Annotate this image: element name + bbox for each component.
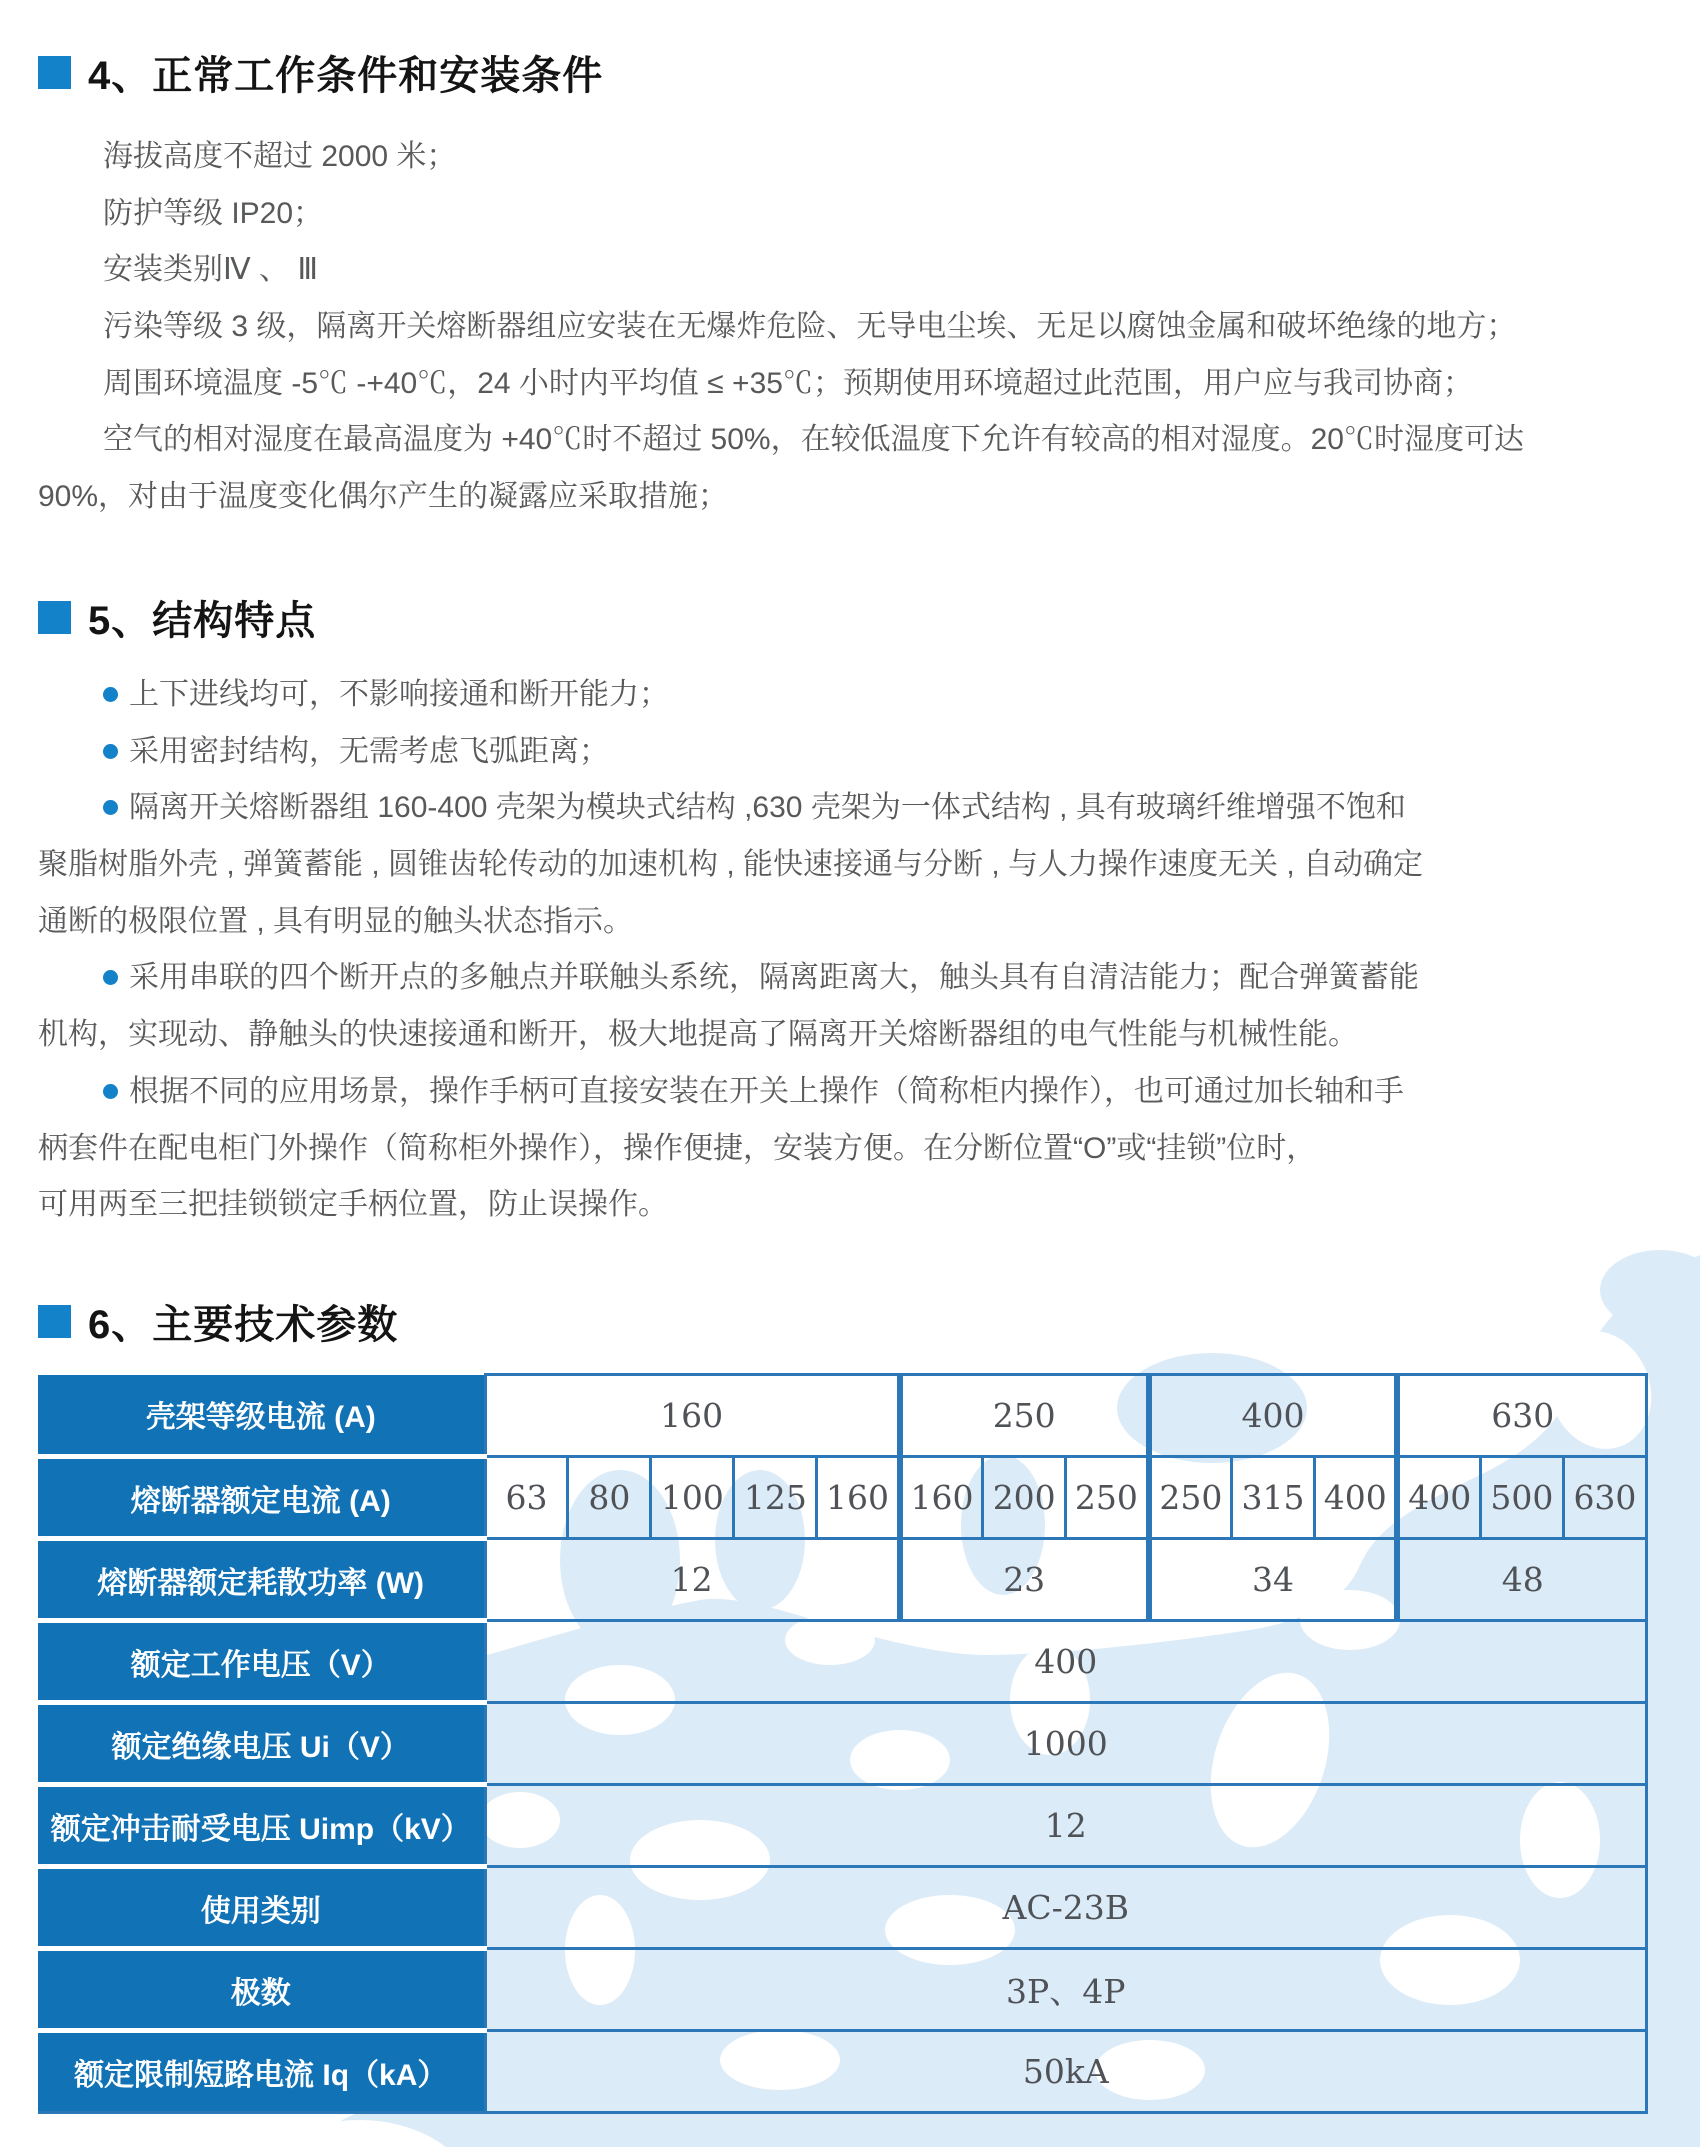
feature-text-line: 聚脂树脂外壳 , 弹簧蓄能 , 圆锥齿轮传动的加速机构 , 能快速接通与分断 , 与人力操作速度无关 , 自动确定 (38, 848, 1424, 882)
bullet-icon (103, 800, 118, 815)
param-value-cell: 400 (485, 1621, 1647, 1703)
section-marker-icon (38, 1305, 71, 1338)
param-value-cell: 630 (1397, 1375, 1646, 1457)
param-value-cell: 250 (900, 1375, 1149, 1457)
table-row (38, 1785, 1647, 1867)
param-value-cell: 12 (485, 1539, 900, 1621)
bullet-icon (103, 1084, 118, 1099)
text-line: 防护等级 IP20； (103, 196, 324, 230)
section4-title: 4、正常工作条件和安装条件 (88, 53, 604, 98)
feature-text: 采用串联的四个断开点的多触点并联触头系统，隔离距离大，触头具有自清洁能力；配合弹簧蓄能 (129, 961, 1419, 995)
table-row (38, 1621, 1647, 1703)
feature-text: 采用密封结构，无需考虑飞弧距离； (129, 734, 609, 768)
feature-text: 隔离开关熔断器组 160-400 壳架为模块式结构 ,630 壳架为一体式结构 , 具有玻璃纤维增强不饱和 (129, 791, 1406, 825)
param-value-cell: 400 (1315, 1457, 1398, 1539)
section5-heading (38, 593, 316, 641)
feature-text: 根据不同的应用场景，操作手柄可直接安装在开关上操作（简称柜内操作），也可通过加长轴和手 (129, 1074, 1404, 1108)
param-value-cell: 80 (568, 1457, 651, 1539)
feature-text-line: 通断的极限位置 , 具有明显的触头状态指示。 (38, 904, 634, 938)
section-marker-icon (38, 56, 71, 89)
feature-item (38, 667, 1678, 724)
param-value-cell: 12 (485, 1785, 1647, 1867)
param-row-label: 额定工作电压（V） (38, 1621, 485, 1703)
table-row (38, 1375, 1647, 1457)
section4-heading (38, 48, 603, 96)
param-value-cell: 50kA (485, 2031, 1647, 2113)
param-value-cell: 160 (817, 1457, 900, 1539)
section6-title: 6、主要技术参数 (88, 1302, 399, 1347)
text-line: 90%，对由于温度变化偶尔产生的凝露应采取措施； (38, 480, 729, 514)
text-line: 海拔高度不超过 2000 米； (103, 140, 457, 173)
param-value-cell: 160 (900, 1457, 983, 1539)
param-value-cell: 3P、4P (485, 1949, 1647, 2031)
bullet-icon (103, 744, 118, 759)
feature-text: 上下进线均可，不影响接通和断开能力； (129, 678, 669, 711)
table-row (38, 1949, 1647, 2031)
table-row (38, 1703, 1647, 1785)
param-value-cell: 48 (1397, 1539, 1646, 1621)
param-value-cell: 400 (1397, 1457, 1480, 1539)
param-row-label: 额定绝缘电压 Ui（V） (38, 1703, 485, 1785)
feature-text-line: 可用两至三把挂锁锁定手柄位置，防止误操作。 (38, 1188, 668, 1222)
param-value-cell: 100 (651, 1457, 734, 1539)
param-value-cell: 200 (983, 1457, 1066, 1539)
param-value-cell: 23 (900, 1539, 1149, 1621)
table-row (38, 1867, 1647, 1949)
param-row-label: 熔断器额定耗散功率 (W) (38, 1539, 485, 1621)
section4-body (38, 129, 1678, 526)
technical-parameters-table (38, 1373, 1648, 2114)
section6-heading (38, 1297, 398, 1345)
param-value-cell: 1000 (485, 1703, 1647, 1785)
param-value-cell: 500 (1480, 1457, 1563, 1539)
table-row (38, 1457, 1647, 1539)
section-marker-icon (38, 601, 71, 634)
feature-item (38, 780, 1678, 837)
param-value-cell: 315 (1232, 1457, 1315, 1539)
param-value-cell: 34 (1149, 1539, 1398, 1621)
param-row-label: 壳架等级电流 (A) (38, 1375, 485, 1457)
table-row (38, 1539, 1647, 1621)
text-line: 周围环境温度 -5℃ -+40℃，24 小时内平均值 ≤ +35℃；预期使用环境超过此范围，用户应与我司协商； (103, 366, 1473, 400)
param-value-cell: 63 (485, 1457, 568, 1539)
param-value-cell: 160 (485, 1375, 900, 1457)
param-row-label: 熔断器额定电流 (A) (38, 1457, 485, 1539)
param-value-cell: AC-23B (485, 1867, 1647, 1949)
param-row-label: 额定冲击耐受电压 Uimp（kV） (38, 1785, 485, 1867)
table-row (38, 2031, 1647, 2113)
param-value-cell: 250 (1066, 1457, 1149, 1539)
bullet-icon (103, 970, 118, 985)
feature-item (38, 1064, 1678, 1121)
param-value-cell: 125 (734, 1457, 817, 1539)
param-row-label: 额定限制短路电流 Iq（kA） (38, 2031, 485, 2113)
param-value-cell: 400 (1149, 1375, 1398, 1457)
text-line: 污染等级 3 级，隔离开关熔断器组应安装在无爆炸危险、无导电尘埃、无足以腐蚀金属和破坏绝缘的地方； (103, 310, 1517, 344)
feature-text-line: 柄套件在配电柜门外操作（简称柜外操作），操作便捷，安装方便。在分断位置“O”或“挂锁”位时， (38, 1131, 1317, 1165)
param-value-cell: 250 (1149, 1457, 1232, 1539)
bullet-icon (103, 687, 118, 702)
text-line: 安装类别Ⅳ 、 Ⅲ (103, 253, 319, 287)
param-row-label: 使用类别 (38, 1867, 485, 1949)
text-line: 空气的相对湿度在最高温度为 +40℃时不超过 50%，在较低温度下允许有较高的相对湿度。20℃时湿度可达 (103, 423, 1524, 457)
section5-body (38, 667, 1678, 1234)
feature-text-line: 机构，实现动、静触头的快速接通和断开，极大地提高了隔离开关熔断器组的电气性能与机械性能。 (38, 1018, 1358, 1052)
section5-title: 5、结构特点 (88, 598, 317, 643)
param-row-label: 极数 (38, 1949, 485, 2031)
feature-item (38, 724, 1678, 781)
param-value-cell: 630 (1563, 1457, 1646, 1539)
feature-item (38, 950, 1678, 1007)
